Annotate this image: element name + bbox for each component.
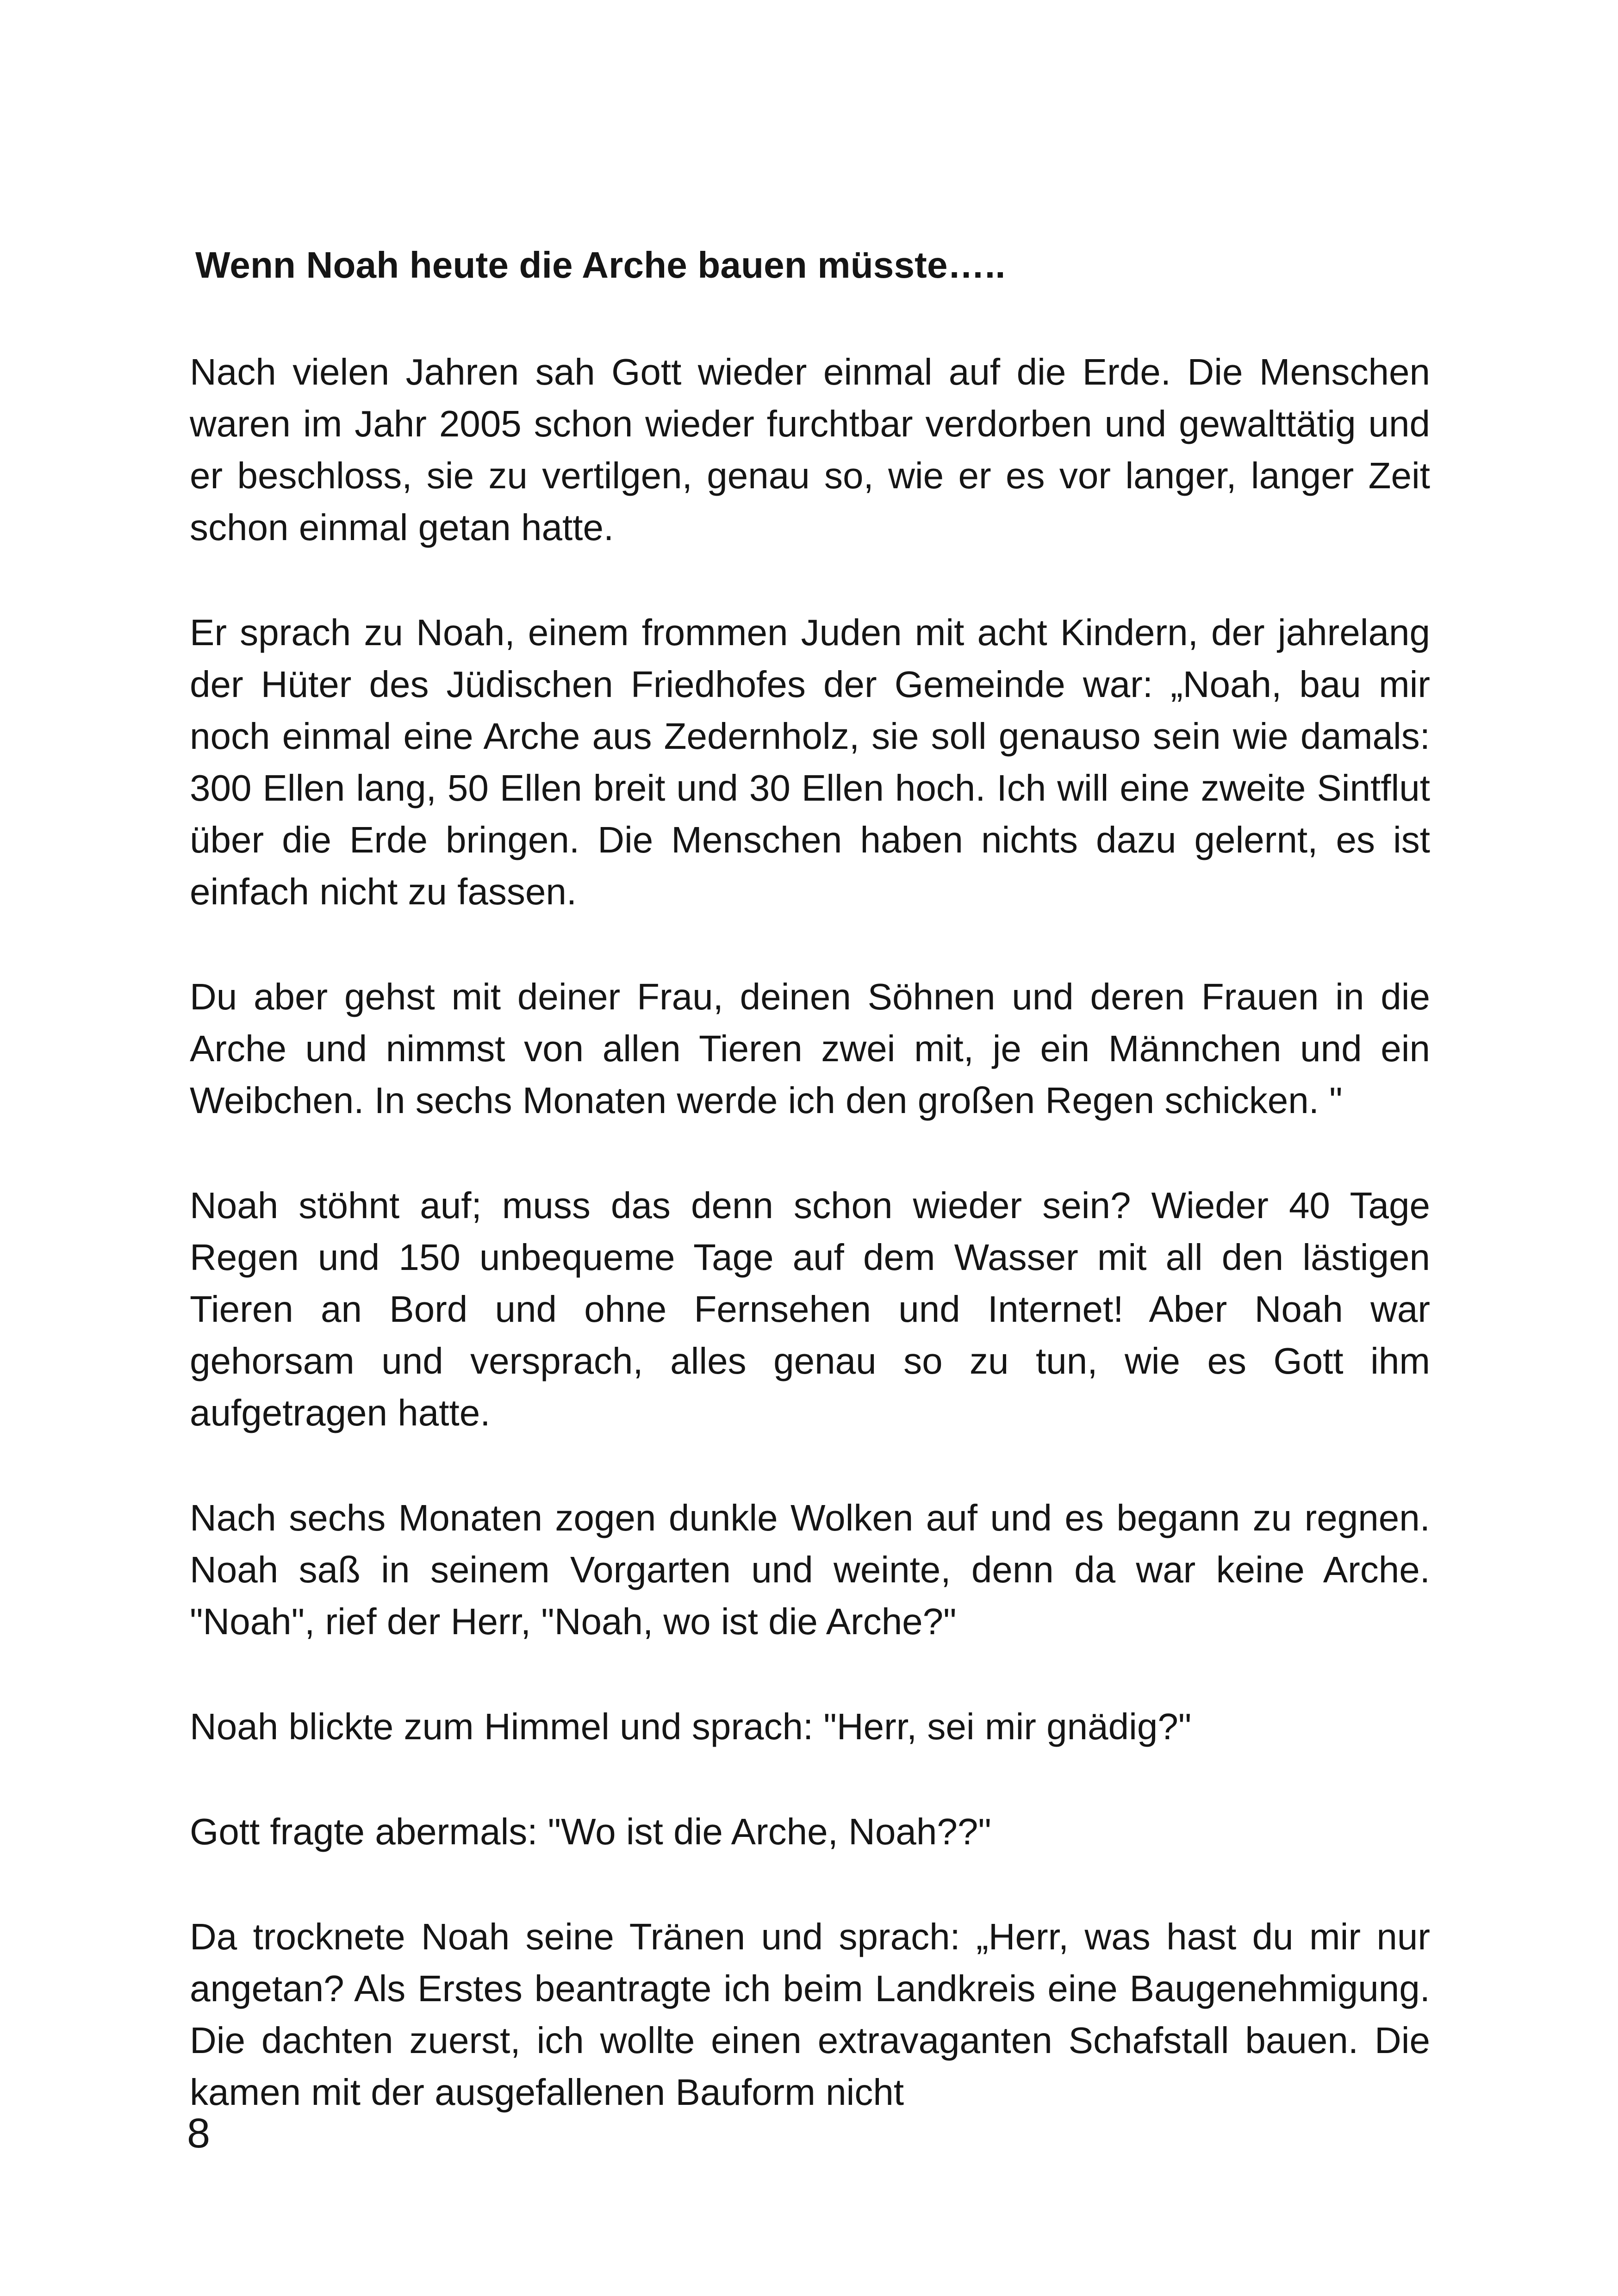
paragraph-1: Nach vielen Jahren sah Gott wieder einmal auf die Erde. Die Menschen waren im Jahr 2005 schon wieder furchtbar verdorben und gewalttätig und er beschloss, sie zu vertilgen, genau so, wie er es vor langer, langer Zeit schon einmal getan hatte. [190, 351, 1430, 548]
paragraph-6: Noah blickte zum Himmel und sprach: "Herr, sei mir gnädig?" [190, 1706, 1192, 1747]
paragraph-3: Du aber gehst mit deiner Frau, deinen Söhnen und deren Frauen in die Arche und nimmst von allen Tieren zwei mit, je ein Männchen und ein Weibchen. In sechs Monaten werde ich den großen Regen schicken. " [190, 976, 1430, 1121]
paragraph-2: Er sprach zu Noah, einem frommen Juden mit acht Kindern, der jahrelang der Hüter des Jüdischen Friedhofes der Gemeinde war: „Noah, bau mir noch einmal eine Arche aus Zedernholz, sie soll genauso sein wie damals: 300 Ellen lang, 50 Ellen breit und 30 Ellen hoch. Ich will eine zweite Sintflut über die Erde bringen. Die Menschen haben nichts dazu gelernt, es ist einfach nicht zu fassen. [190, 612, 1430, 912]
paragraph-8: Da trocknete Noah seine Tränen und sprach: „Herr, was hast du mir nur angetan? Als Erstes beantragte ich beim Landkreis eine Baugenehmigung. Die dachten zuerst, ich wollte einen extravaganten Schafstall bauen. Die kamen mit der ausgefallenen Bauform nicht [190, 1916, 1430, 2113]
paragraph-7: Gott fragte abermals: "Wo ist die Arche, Noah??" [190, 1811, 991, 1852]
paragraph-4: Noah stöhnt auf; muss das denn schon wieder sein? Wieder 40 Tage Regen und 150 unbequeme Tage auf dem Wasser mit all den lästigen Tieren an Bord und ohne Fernsehen und Internet! Aber Noah war gehorsam und versprach, alles genau so zu tun, wie es Gott ihm aufgetragen hatte. [190, 1185, 1430, 1433]
page-title: Wenn Noah heute die Arche bauen müsste….. [195, 244, 1006, 286]
page-number: 8 [187, 2110, 211, 2157]
page-content [190, 240, 1430, 2172]
paragraph-5: Nach sechs Monaten zogen dunkle Wolken auf und es begann zu regnen. Noah saß in seinem Vorgarten und weinte, denn da war keine Arche. "Noah", rief der Herr, "Noah, wo ist die Arche?" [190, 1497, 1430, 1642]
